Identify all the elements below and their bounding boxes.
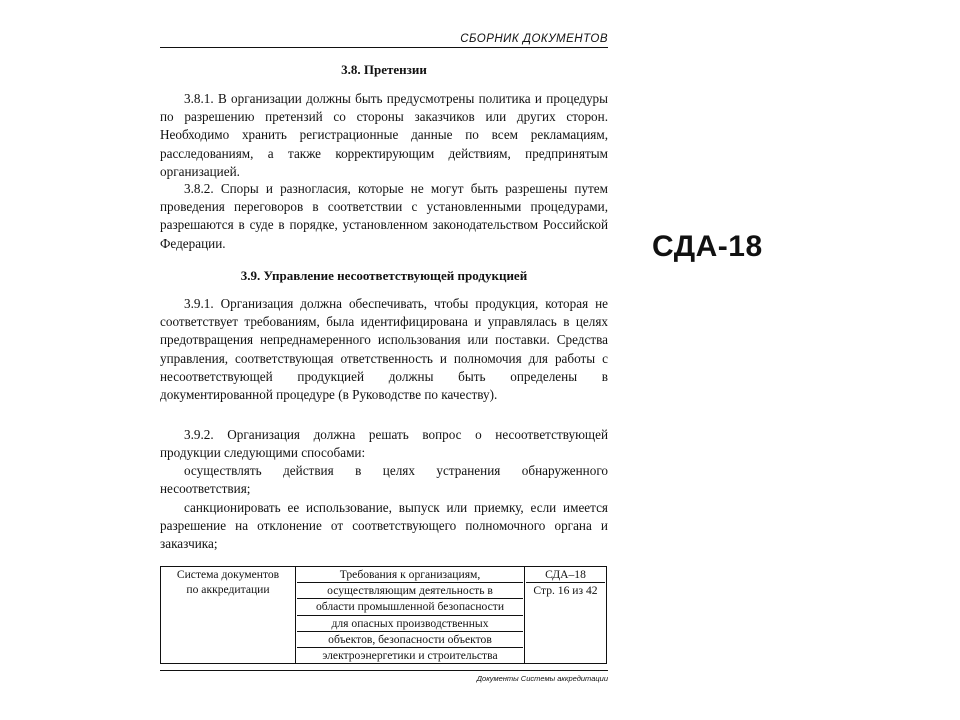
- section-title-3-8: 3.8. Претензии: [341, 62, 427, 77]
- cell-line: СДА–18: [526, 567, 605, 583]
- cell-line: для опасных производственных: [297, 616, 523, 632]
- paragraph-3-8-2: 3.8.2. Споры и разногласия, которые не могут быть разрешены путем проведения переговоров в соответствии с установленными процедурами, разрешаются в суде в порядке, установленном законодательством Российской Федерации.: [160, 181, 608, 251]
- cell-line: области промышленной безопасности: [297, 599, 523, 615]
- table-cell-requirements: [296, 567, 525, 664]
- header-rule: [160, 47, 608, 48]
- slide-code-label: СДА-18: [652, 230, 763, 263]
- paragraph-3-8-1: 3.8.1. В организации должны быть предусмотрены политика и процедуры по разрешению претензий со стороны заказчиков или других сторон. Необходимо хранить регистрационные данные по всем рекламациям, расследованиям, а также корректирующим действиям, предпринятым организацией.: [160, 91, 608, 179]
- paragraph-remedy-1: осуществлять действия в целях устранения обнаруженного несоответствия;: [160, 463, 608, 497]
- table-row: [161, 567, 607, 664]
- document-info-table: [160, 566, 607, 664]
- footer-rule: [160, 670, 608, 671]
- running-header: СБОРНИК ДОКУМЕНТОВ: [460, 33, 608, 45]
- paragraph-remedy-2: санкционировать ее использование, выпуск или приемку, если имеется разрешение на отклонение от соответствующего полномочного органа и заказчика;: [160, 500, 608, 552]
- cell-line: объектов, безопасности объектов: [297, 632, 523, 648]
- cell-line: по аккредитации: [186, 583, 270, 597]
- cell-line: Стр. 16 из 42: [533, 584, 598, 598]
- cell-line: Требования к организациям,: [297, 567, 523, 583]
- table-cell-system: [161, 567, 296, 664]
- paragraph-3-9-2: 3.9.2. Организация должна решать вопрос о несоответствующей продукции следующими способами:: [160, 427, 608, 461]
- cell-line: Система документов: [176, 568, 280, 581]
- paragraph-3-9-1: 3.9.1. Организация должна обеспечивать, чтобы продукция, которая не соответствует требованиям, была идентифицирована и управлялась в целях предотвращения непреднамеренного использования или поставки. Средства управления, соответствующая ответственность и полномочия для работы с несоответствующей продукцией должны быть определены в документированной процедуре (в Руководстве по качеству).: [160, 296, 608, 403]
- cell-line: осуществляющим деятельность в: [297, 583, 523, 599]
- cell-line: электроэнергетики и строительства: [322, 649, 498, 663]
- footer-text: Документы Системы аккредитации: [476, 674, 608, 683]
- table-cell-code: [525, 567, 607, 664]
- section-title-3-9: 3.9. Управление несоответствующей продукцией: [240, 268, 528, 283]
